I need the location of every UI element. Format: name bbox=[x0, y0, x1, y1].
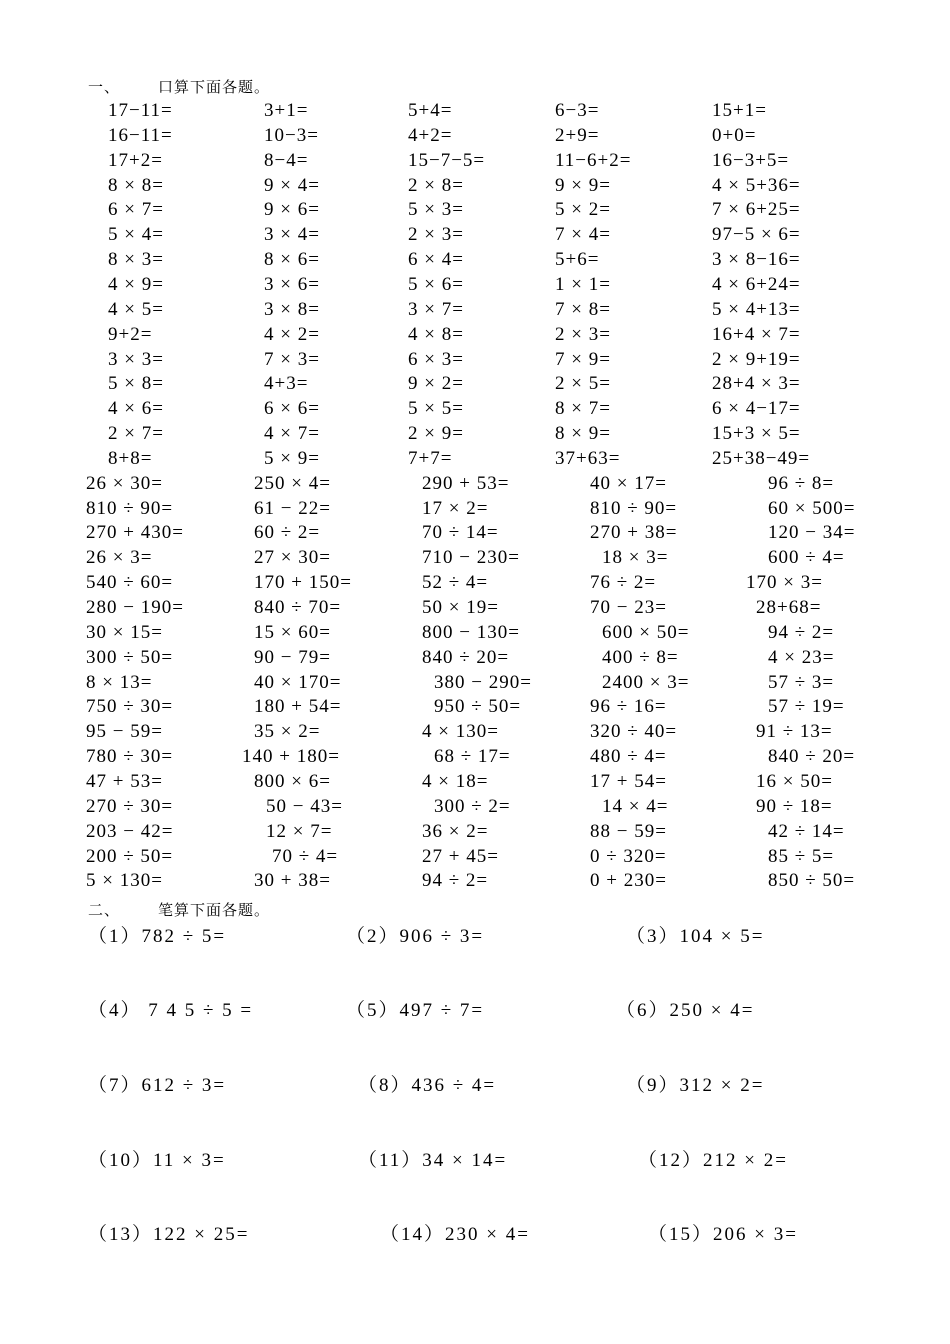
problem: 4 × 23= bbox=[768, 646, 835, 668]
problem-row bbox=[0, 721, 950, 745]
problem: 0+0= bbox=[712, 124, 757, 146]
problem: 4+3= bbox=[264, 373, 309, 395]
problem: 50 − 43= bbox=[266, 795, 343, 817]
problem: 90 ÷ 18= bbox=[756, 795, 833, 817]
problem: 280 − 190= bbox=[86, 597, 184, 618]
problem: 4 × 7= bbox=[264, 423, 320, 445]
problem: 95 − 59= bbox=[86, 721, 163, 743]
problem: 16−3+5= bbox=[712, 149, 790, 171]
written-problem: （8）436 ÷ 4= bbox=[358, 1075, 497, 1096]
problem: 6 × 4−17= bbox=[712, 398, 801, 420]
problem: 15−7−5= bbox=[408, 149, 486, 171]
problem: 40 × 17= bbox=[590, 472, 667, 494]
written-problem: （15）206 × 3= bbox=[648, 1224, 798, 1245]
written-problem: （10）11 × 3= bbox=[88, 1150, 226, 1171]
problem: 320 ÷ 40= bbox=[590, 721, 678, 743]
written-problem: （11）34 × 14= bbox=[358, 1150, 508, 1171]
problem: 30 × 15= bbox=[86, 621, 163, 643]
problem: 290 + 53= bbox=[422, 472, 510, 494]
problem-row bbox=[0, 696, 950, 720]
problem: 28+4 × 3= bbox=[712, 373, 801, 395]
problem: 94 ÷ 2= bbox=[768, 621, 835, 643]
problem-row bbox=[0, 498, 950, 522]
problem: 42 ÷ 14= bbox=[768, 820, 845, 842]
problem: 270 ÷ 30= bbox=[86, 795, 174, 817]
problem-row bbox=[0, 771, 950, 795]
problem: 9 × 4= bbox=[264, 174, 320, 196]
problem: 0 + 230= bbox=[590, 870, 667, 892]
problem: 5 × 5= bbox=[408, 398, 464, 420]
written-problem-row bbox=[0, 1145, 950, 1171]
problem: 5 × 4+13= bbox=[712, 298, 801, 320]
problem: 9 × 9= bbox=[555, 174, 611, 196]
problem: 6 × 7= bbox=[108, 199, 164, 221]
problem-row bbox=[0, 100, 950, 124]
problem: 950 ÷ 50= bbox=[434, 696, 522, 718]
problem: 57 ÷ 19= bbox=[768, 696, 845, 718]
problem: 2 × 5= bbox=[555, 373, 611, 395]
problem: 2 × 7= bbox=[108, 423, 164, 445]
problem: 8−4= bbox=[264, 149, 309, 171]
problem: 17−11= bbox=[108, 100, 173, 121]
problem-row bbox=[0, 622, 950, 646]
problem: 90 − 79= bbox=[254, 646, 331, 668]
problem: 5 × 9= bbox=[264, 447, 320, 469]
problem: 40 × 170= bbox=[254, 671, 342, 693]
problem: 4 × 5= bbox=[108, 298, 164, 320]
problem-row bbox=[0, 398, 950, 422]
problem: 3 × 8−16= bbox=[712, 249, 801, 271]
problem-row bbox=[0, 522, 950, 546]
problem: 26 × 3= bbox=[86, 547, 153, 569]
problem: 4 × 9= bbox=[108, 273, 164, 295]
problem-row bbox=[0, 597, 950, 621]
problem: 50 × 19= bbox=[422, 597, 499, 618]
written-problem: （13）122 × 25= bbox=[88, 1224, 250, 1245]
problem: 9+2= bbox=[108, 323, 153, 345]
problem: 3 × 3= bbox=[108, 348, 164, 370]
problem-row bbox=[0, 572, 950, 596]
problem: 4 × 18= bbox=[422, 770, 489, 792]
problem: 27 × 30= bbox=[254, 547, 331, 569]
problem: 4 × 6+24= bbox=[712, 273, 801, 295]
problem: 5 × 130= bbox=[86, 870, 163, 892]
problem: 11−6+2= bbox=[555, 149, 632, 171]
problem: 85 ÷ 5= bbox=[768, 845, 835, 867]
problem: 600 ÷ 4= bbox=[768, 547, 845, 569]
problem: 61 − 22= bbox=[254, 497, 331, 519]
problem-row bbox=[0, 299, 950, 323]
problem: 60 ÷ 2= bbox=[254, 522, 321, 544]
problem: 7+7= bbox=[408, 447, 453, 469]
problem: 3 × 4= bbox=[264, 224, 320, 246]
written-problem: （2）906 ÷ 3= bbox=[346, 926, 485, 947]
problem-row bbox=[0, 870, 950, 894]
problem: 300 ÷ 2= bbox=[434, 795, 511, 817]
problem-row bbox=[0, 150, 950, 174]
section-2-heading: 二、 笔算下面各题。 bbox=[88, 903, 271, 919]
written-problem: （6）250 × 4= bbox=[616, 1000, 755, 1021]
written-problem: （12）212 × 2= bbox=[638, 1150, 788, 1171]
problem: 5 × 3= bbox=[408, 199, 464, 221]
problem: 8+8= bbox=[108, 447, 153, 469]
problem: 4 × 5+36= bbox=[712, 174, 801, 196]
problem: 6 × 4= bbox=[408, 249, 464, 271]
problem: 710 − 230= bbox=[422, 547, 520, 569]
problem: 270 + 38= bbox=[590, 522, 678, 544]
problem: 18 × 3= bbox=[602, 547, 669, 569]
problem: 57 ÷ 3= bbox=[768, 671, 835, 693]
problem: 7 × 9= bbox=[555, 348, 611, 370]
problem: 400 ÷ 8= bbox=[602, 646, 679, 668]
problem: 6−3= bbox=[555, 100, 600, 121]
problem: 2 × 9+19= bbox=[712, 348, 801, 370]
written-problem: （4） 7 4 5 ÷ 5 = bbox=[88, 1000, 254, 1021]
problem-row bbox=[0, 473, 950, 497]
problem: 540 ÷ 60= bbox=[86, 572, 174, 594]
problem: 8 × 6= bbox=[264, 249, 320, 271]
problem: 17+2= bbox=[108, 149, 163, 171]
problem: 4 × 130= bbox=[422, 721, 499, 743]
problem: 70 ÷ 14= bbox=[422, 522, 499, 544]
problem: 12 × 7= bbox=[266, 820, 333, 842]
problem: 8 × 13= bbox=[86, 671, 153, 693]
section-1-heading: 一、 口算下面各题。 bbox=[88, 80, 271, 96]
problem: 840 ÷ 20= bbox=[768, 746, 856, 768]
problem: 5+6= bbox=[555, 249, 600, 271]
problem: 30 + 38= bbox=[254, 870, 331, 892]
problem: 70 ÷ 4= bbox=[272, 845, 339, 867]
problem: 6 × 3= bbox=[408, 348, 464, 370]
problem: 3 × 8= bbox=[264, 298, 320, 320]
problem: 120 − 34= bbox=[768, 522, 856, 544]
problem: 5 × 4= bbox=[108, 224, 164, 246]
written-problem-row bbox=[0, 1070, 950, 1096]
problem: 14 × 4= bbox=[602, 795, 669, 817]
problem: 200 ÷ 50= bbox=[86, 845, 174, 867]
problem-row bbox=[0, 672, 950, 696]
problem: 27 + 45= bbox=[422, 845, 499, 867]
problem-row bbox=[0, 274, 950, 298]
problem-row bbox=[0, 796, 950, 820]
problem: 810 ÷ 90= bbox=[590, 497, 678, 519]
problem: 5 × 8= bbox=[108, 373, 164, 395]
problem: 47 + 53= bbox=[86, 770, 163, 792]
problem: 0 ÷ 320= bbox=[590, 845, 667, 867]
problem: 250 × 4= bbox=[254, 472, 331, 494]
problem: 8 × 9= bbox=[555, 423, 611, 445]
problem: 3 × 7= bbox=[408, 298, 464, 320]
problem: 840 ÷ 70= bbox=[254, 597, 342, 618]
problem: 3 × 6= bbox=[264, 273, 320, 295]
problem: 480 ÷ 4= bbox=[590, 746, 667, 768]
problem: 2 × 3= bbox=[408, 224, 464, 246]
problem: 4 × 6= bbox=[108, 398, 164, 420]
problem: 1 × 1= bbox=[555, 273, 611, 295]
problem: 35 × 2= bbox=[254, 721, 321, 743]
problem: 2 × 8= bbox=[408, 174, 464, 196]
problem: 16−11= bbox=[108, 124, 173, 146]
problem: 37+63= bbox=[555, 447, 621, 469]
problem: 91 ÷ 13= bbox=[756, 721, 833, 743]
written-problem-row bbox=[0, 1219, 950, 1245]
problem: 9 × 2= bbox=[408, 373, 464, 395]
problem: 6 × 6= bbox=[264, 398, 320, 420]
problem-row bbox=[0, 349, 950, 373]
problem: 750 ÷ 30= bbox=[86, 696, 174, 718]
problem: 7 × 4= bbox=[555, 224, 611, 246]
problem: 16 × 50= bbox=[756, 770, 833, 792]
problem: 2400 × 3= bbox=[602, 671, 690, 693]
problem: 16+4 × 7= bbox=[712, 323, 801, 345]
problem: 4 × 8= bbox=[408, 323, 464, 345]
problem: 850 ÷ 50= bbox=[768, 870, 856, 892]
problem: 8 × 8= bbox=[108, 174, 164, 196]
problem: 7 × 6+25= bbox=[712, 199, 801, 221]
problem: 2+9= bbox=[555, 124, 600, 146]
problem: 2 × 3= bbox=[555, 323, 611, 345]
problem: 600 × 50= bbox=[602, 621, 690, 643]
problem: 26 × 30= bbox=[86, 472, 163, 494]
problem: 840 ÷ 20= bbox=[422, 646, 510, 668]
problem: 203 − 42= bbox=[86, 820, 174, 842]
problem-row bbox=[0, 224, 950, 248]
written-problem-row bbox=[0, 995, 950, 1021]
problem: 180 + 54= bbox=[254, 696, 342, 718]
problem: 300 ÷ 50= bbox=[86, 646, 174, 668]
problem: 170 × 3= bbox=[746, 572, 823, 594]
problem-row bbox=[0, 547, 950, 571]
problem: 4 × 2= bbox=[264, 323, 320, 345]
problem: 810 ÷ 90= bbox=[86, 497, 174, 519]
problem: 5+4= bbox=[408, 100, 453, 121]
problem: 36 × 2= bbox=[422, 820, 489, 842]
problem: 88 − 59= bbox=[590, 820, 667, 842]
problem-row bbox=[0, 324, 950, 348]
problem: 270 + 430= bbox=[86, 522, 184, 544]
problem-row bbox=[0, 746, 950, 770]
problem: 5 × 2= bbox=[555, 199, 611, 221]
written-problem-row bbox=[0, 921, 950, 947]
problem: 76 ÷ 2= bbox=[590, 572, 657, 594]
problem: 2 × 9= bbox=[408, 423, 464, 445]
problem: 800 − 130= bbox=[422, 621, 520, 643]
problem: 15+3 × 5= bbox=[712, 423, 801, 445]
problem-row bbox=[0, 199, 950, 223]
problem: 4+2= bbox=[408, 124, 453, 146]
written-problem: （14）230 × 4= bbox=[380, 1224, 530, 1245]
problem: 10−3= bbox=[264, 124, 319, 146]
problem: 5 × 6= bbox=[408, 273, 464, 295]
problem: 60 × 500= bbox=[768, 497, 856, 519]
problem: 8 × 7= bbox=[555, 398, 611, 420]
problem: 8 × 3= bbox=[108, 249, 164, 271]
problem: 96 ÷ 8= bbox=[768, 472, 835, 494]
written-problem: （3）104 × 5= bbox=[626, 926, 765, 947]
written-problem: （7）612 ÷ 3= bbox=[88, 1075, 227, 1096]
problem-row bbox=[0, 373, 950, 397]
problem-row bbox=[0, 175, 950, 199]
problem: 17 × 2= bbox=[422, 497, 489, 519]
written-problem: （5）497 ÷ 7= bbox=[346, 1000, 485, 1021]
problem: 380 − 290= bbox=[434, 671, 532, 693]
problem: 15 × 60= bbox=[254, 621, 331, 643]
problem: 800 × 6= bbox=[254, 770, 331, 792]
problem: 97−5 × 6= bbox=[712, 224, 801, 246]
problem: 94 ÷ 2= bbox=[422, 870, 489, 892]
problem: 7 × 3= bbox=[264, 348, 320, 370]
problem: 70 − 23= bbox=[590, 597, 667, 618]
problem-row bbox=[0, 846, 950, 870]
problem: 96 ÷ 16= bbox=[590, 696, 667, 718]
problem-row bbox=[0, 647, 950, 671]
problem: 7 × 8= bbox=[555, 298, 611, 320]
problem: 9 × 6= bbox=[264, 199, 320, 221]
problem-row bbox=[0, 125, 950, 149]
written-problem: （9）312 × 2= bbox=[626, 1075, 765, 1096]
problem-row bbox=[0, 249, 950, 273]
problem: 25+38−49= bbox=[712, 447, 811, 469]
problem: 780 ÷ 30= bbox=[86, 746, 174, 768]
problem: 52 ÷ 4= bbox=[422, 572, 489, 594]
written-problem: （1）782 ÷ 5= bbox=[88, 926, 227, 947]
problem-row bbox=[0, 423, 950, 447]
problem: 170 + 150= bbox=[254, 572, 352, 594]
problem: 68 ÷ 17= bbox=[434, 746, 511, 768]
problem-row bbox=[0, 821, 950, 845]
problem: 15+1= bbox=[712, 100, 767, 121]
problem-row bbox=[0, 448, 950, 472]
problem: 3+1= bbox=[264, 100, 309, 121]
problem: 17 + 54= bbox=[590, 770, 667, 792]
problem: 140 + 180= bbox=[242, 746, 340, 768]
problem: 28+68= bbox=[756, 597, 822, 618]
